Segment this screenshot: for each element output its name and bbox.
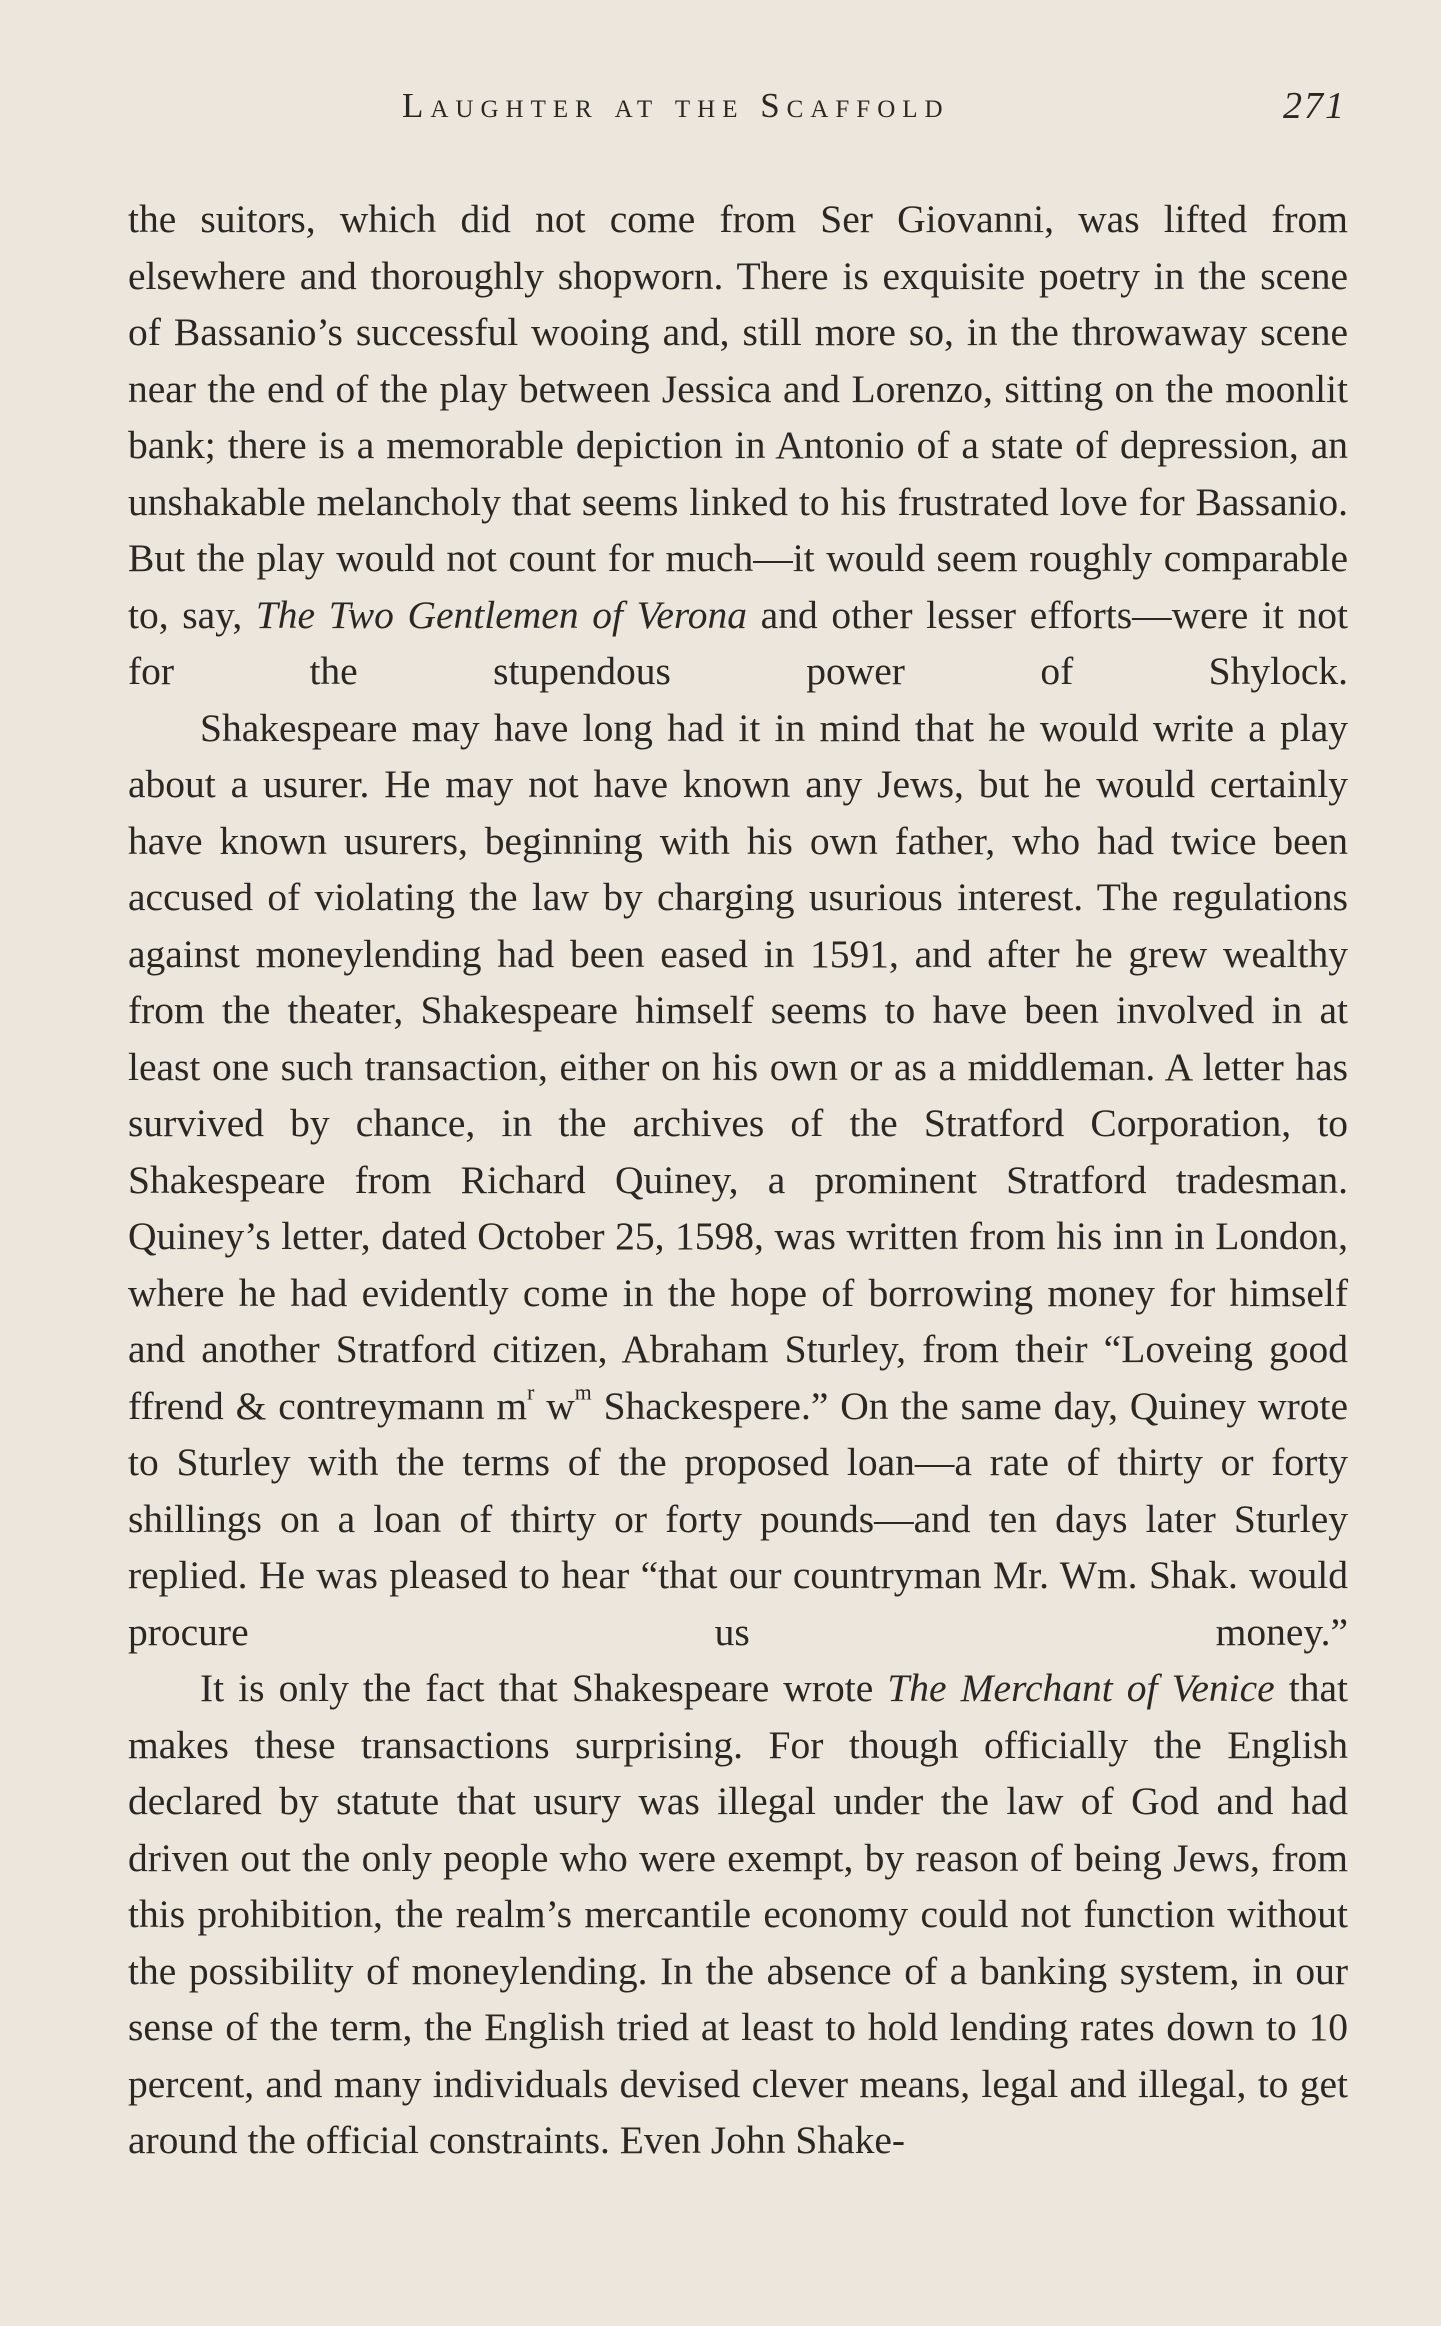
body-text (128, 191, 1348, 2169)
page-number: 271 (1283, 85, 1346, 127)
superscript: m (574, 1379, 592, 1404)
paragraph-1 (128, 191, 1348, 700)
text-run: It is only the fact that Shakespeare wrote (200, 1666, 888, 1710)
superscript: r (527, 1379, 535, 1404)
paragraph-3 (128, 1660, 1348, 2169)
play-title: The Two Gentlemen of Verona (255, 592, 748, 637)
paragraph-2 (128, 700, 1348, 1661)
text-run: w (534, 1383, 575, 1428)
running-head: Laughter at the Scaffold (402, 86, 950, 125)
text-run: Shackespere.” On the same day, Quiney wrote to Sturley with the terms of the proposed loan—a rate of thirty or forty shillings on a loan of thirty or forty pounds—and ten days later Sturley replied. He was pleased to hear “that our countryman Mr. Wm. Shak. would procure us money.” (128, 1383, 1348, 1654)
text-run: Shakespeare may have long had it in mind that he would write a play about a usurer. He may not have known any Jews, but he would certainly have known usurers, beginning with his own father, who had twice been accused of violating the law by charging usurious interest. The regulations against moneylending had been eased in 1591, and after he grew wealthy from the theater, Shakespeare himself seems to have been involved in at least one such transaction, either on his own or as a middleman. A letter has survived by chance, in the archives of the Stratford Corporation, to Shakespeare from Richard Quiney, a prominent Stratford tradesman. Quiney’s letter, dated October 25, 1598, was written from his inn in London, where he had evidently come in the hope of borrowing money for himself and another Stratford citizen, Abraham Sturley, from their “Loveing good ffrend & contreymann m (128, 705, 1348, 1428)
text-run: the suitors, which did not come from Ser Giovanni, was lifted from elsewhere and thoroughly shopworn. There is exquisite poetry in the scene of Bassanio’s successful wooing and, still more so, in the throwaway scene near the end of the play between Jessica and Lorenzo, sitting on the moonlit bank; there is a memorable depiction in Antonio of a state of depression, an unshakable melancholy that seems linked to his frustrated love for Bassanio. But the play would not count for much—it would seem roughly comparable to, say, (128, 197, 1348, 637)
play-title: The Merchant of Venice (887, 1666, 1275, 1710)
text-run: that makes these transactions surprising. For though officially the English declared by statute that usury was illegal under the law of God and had driven out the only people who were exempt, by reason of being Jews, from this prohibition, the realm’s mercantile economy could not function without the possibility of moneylending. In the absence of a banking system, in our sense of the term, the English tried at least to hold lending rates down to 10 percent, and many individuals devised clever means, legal and illegal, to get around the official constraints. Even John Shake- (128, 1666, 1348, 2162)
text-run: and other lesser efforts—were it not for the stupendous power of Shylock. (128, 592, 1348, 693)
page-header (0, 86, 1441, 136)
